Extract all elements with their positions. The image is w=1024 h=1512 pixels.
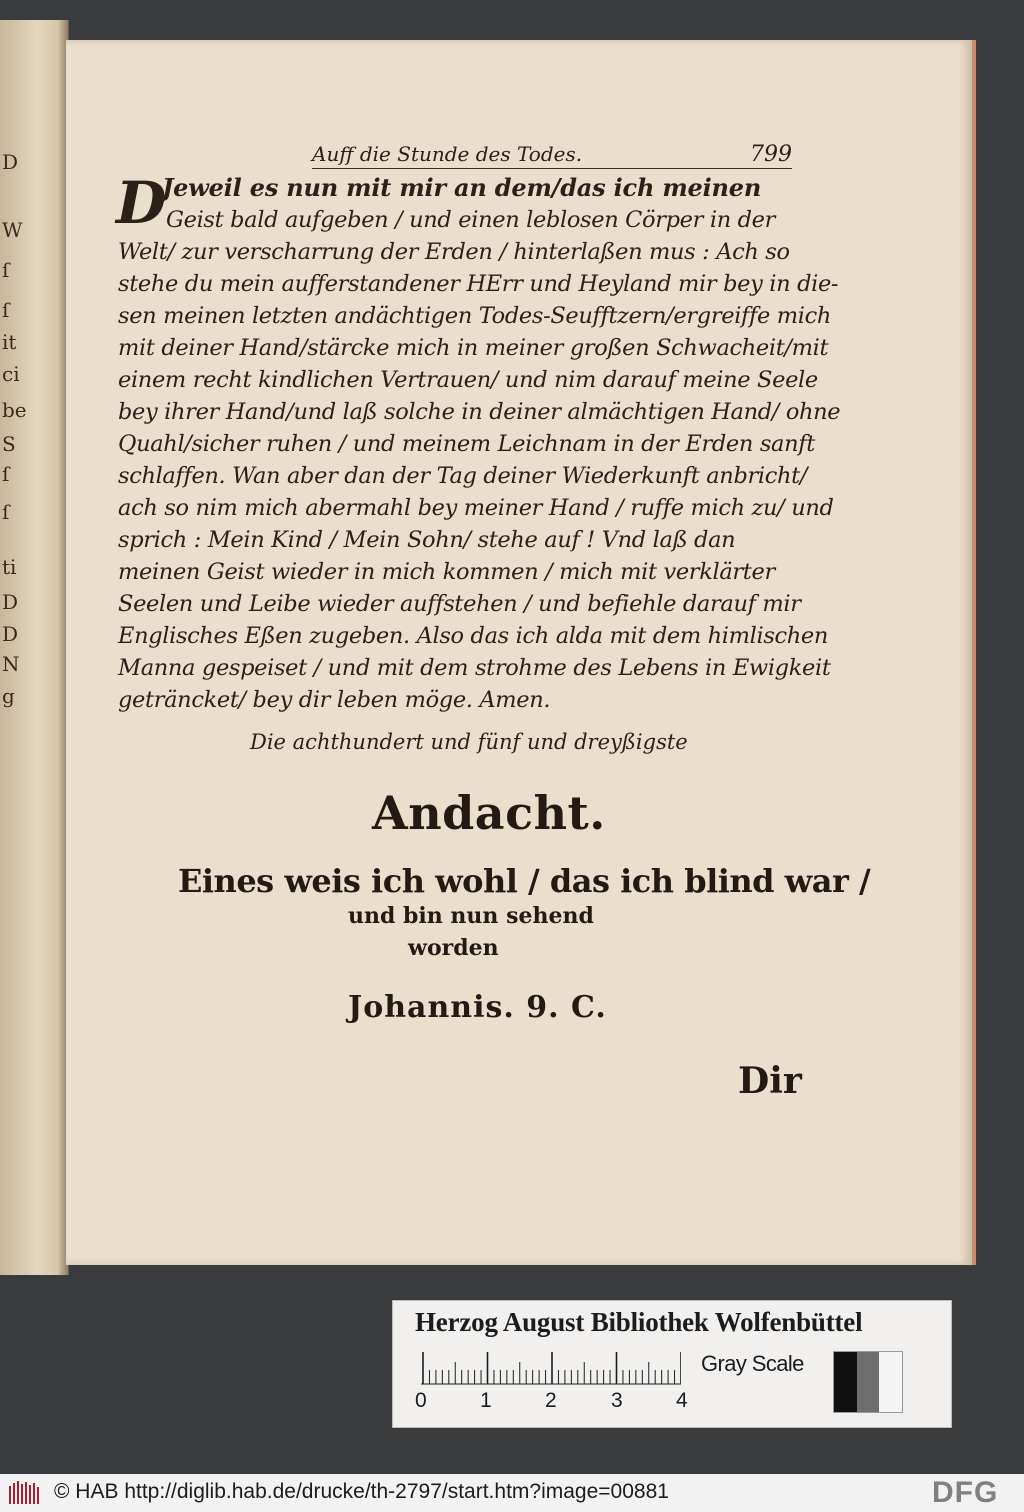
motto-line: Eines weis ich wohl / das ich blind war /: [178, 862, 871, 900]
scale-number: 4: [676, 1389, 688, 1412]
text-line: geträncket/ bey dir leben möge. Amen.: [118, 687, 551, 713]
text-line: mit deiner Hand/stärcke mich in meiner großen Schwacheit/mit: [118, 335, 829, 361]
text-line: ach so nim mich abermahl bey meiner Hand / ruffe mich zu/ und: [118, 495, 834, 521]
body-text: [116, 169, 841, 716]
gray-swatch: [857, 1352, 880, 1412]
previous-page-glyph: ſ: [2, 258, 10, 282]
gray-swatch: [879, 1352, 902, 1412]
scale-number: 2: [545, 1389, 557, 1412]
previous-page-glyph: ſ: [2, 500, 10, 524]
previous-page-glyph: D: [2, 622, 19, 646]
text-line: einem recht kindlichen Vertrauen/ und nim darauf meine Seele: [118, 367, 818, 393]
previous-page-glyph: S: [2, 432, 16, 456]
text-line: Manna gespeiset / und mit dem strohme des Lebens in Ewigkeit: [118, 655, 831, 681]
dfg-logo: DFG: [932, 1476, 999, 1509]
color-scale-card: [392, 1300, 952, 1428]
text-line: stehe du mein aufferstandener HErr und Heyland mir bey in die-: [118, 271, 839, 297]
scripture-reference: Johannis. 9. C.: [348, 990, 607, 1025]
running-head: [312, 142, 792, 169]
page-number: 799: [750, 142, 792, 167]
gray-swatches: [833, 1351, 903, 1413]
gray-swatch: [834, 1352, 857, 1412]
motto-line: und bin nun sehend: [348, 903, 594, 929]
previous-page-glyph: ti: [2, 555, 17, 579]
text-line: sprich : Mein Kind / Mein Sohn/ stehe auf ! Vnd laß dan: [118, 527, 736, 553]
scale-number: 3: [611, 1389, 623, 1412]
section-heading: Die achthundert und fünf und dreyßigste: [250, 730, 688, 754]
previous-page-glyph: W: [2, 218, 23, 242]
text-line: Englisches Eßen zugeben. Also das ich alda mit dem himlischen: [118, 623, 829, 649]
hab-logo-icon: [8, 1480, 42, 1506]
scale-number: 0: [415, 1389, 427, 1412]
previous-page-glyph: be: [2, 398, 27, 422]
library-name: Herzog August Bibliothek Wolfenbüttel: [415, 1307, 863, 1337]
previous-page-glyph: ſ: [2, 462, 10, 486]
previous-page-glyph: D: [2, 590, 19, 614]
previous-page-glyph: ci: [2, 362, 20, 386]
previous-page-edge: [0, 20, 69, 1275]
text-line: schlaffen. Wan aber dan der Tag deiner Wiederkunft anbricht/: [118, 463, 808, 489]
scale-number: 1: [480, 1389, 492, 1412]
catchword: Dir: [738, 1060, 802, 1102]
previous-page-glyph: ſ: [2, 298, 10, 322]
motto-line: worden: [408, 935, 499, 961]
running-title: Auff die Stunde des Todes.: [312, 142, 583, 166]
devotion-title: Andacht.: [372, 786, 606, 840]
text-line: Geist bald aufgeben / und einen leblosen Cörper in der: [166, 207, 776, 233]
drop-cap: D: [116, 169, 167, 237]
text-line: bey ihrer Hand/und laß solche in deiner almächtigen Hand/ ohne: [118, 399, 841, 425]
ruler-scale: [421, 1351, 681, 1385]
previous-page-glyph: D: [2, 150, 19, 174]
gray-scale-label: Gray Scale: [701, 1351, 804, 1376]
text-line: Jeweil es nun mit mir an dem/das ich meinen: [162, 173, 762, 202]
text-line: Seelen und Leibe wieder auffstehen / und befiehle darauf mir: [118, 591, 801, 617]
text-line: Quahl/sicher ruhen / und meinem Leichnam in der Erden sanft: [118, 431, 815, 457]
text-line: sen meinen letzten andächtigen Todes-Seufftzern/ergreiffe mich: [118, 303, 832, 329]
previous-page-glyph: g: [2, 684, 15, 708]
footer-bar: [0, 1474, 1024, 1512]
copyright-link[interactable]: © HAB http://diglib.hab.de/drucke/th-2797/start.htm?image=00881: [54, 1480, 669, 1503]
text-line: Welt/ zur verscharrung der Erden / hinterlaßen mus : Ach so: [118, 239, 790, 265]
previous-page-glyph: it: [2, 330, 17, 354]
text-line: meinen Geist wieder in mich kommen / mich mit verklärter: [118, 559, 775, 585]
previous-page-glyph: N: [2, 652, 20, 676]
